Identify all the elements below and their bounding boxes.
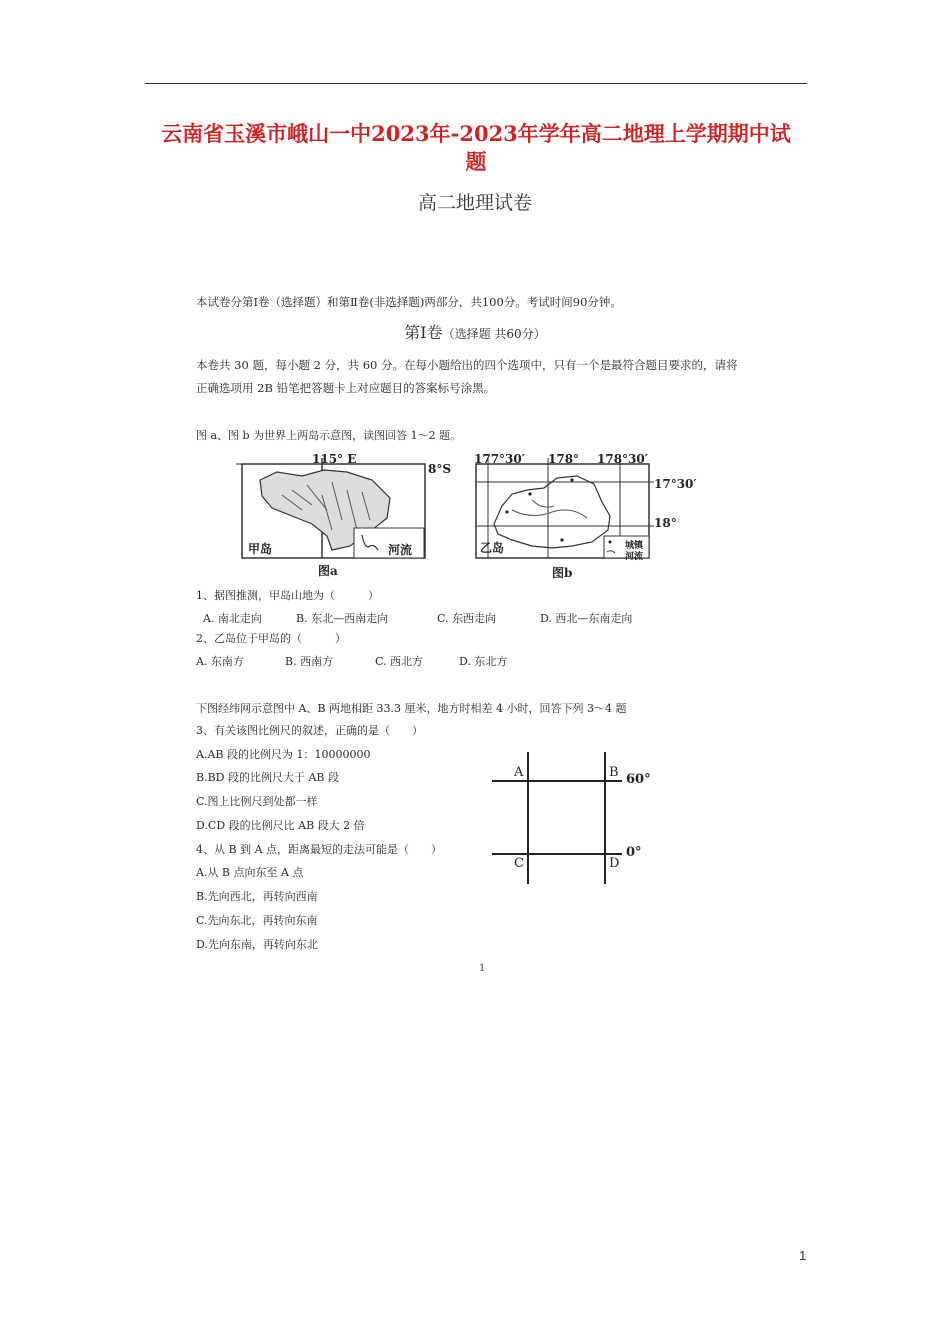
island-jia-label: 甲岛 bbox=[248, 542, 273, 556]
map-b-legend-town: 城镇 bbox=[625, 541, 644, 551]
q4-option-d: D.先向东南，再转向东北 bbox=[196, 938, 318, 951]
q3-option-c: C.图上比例尺到处都一样 bbox=[196, 795, 318, 808]
maps-intro: 图 a、图 b 为世界上两岛示意图，读图回答 1～2 题。 bbox=[196, 429, 462, 442]
q1-option-c: C. 东西走向 bbox=[437, 612, 497, 625]
q4-stem: 4、从 B 到 A 点，距离最短的走法可能是（ ） bbox=[196, 843, 443, 856]
island-yi-rivers bbox=[512, 500, 587, 518]
meridian-east bbox=[604, 752, 606, 884]
grid-intro: 下图经纬网示意图中 A、B 两地相距 33.3 厘米，地方时相差 4 小时，回答下列 3～4 题 bbox=[196, 702, 627, 715]
map-b-lon-3: 178°30′ bbox=[597, 452, 648, 466]
exam-subtitle: 高二地理试卷 bbox=[417, 192, 532, 214]
map-a-caption: 图a bbox=[318, 564, 338, 578]
map-b-lat-2: 18° bbox=[654, 516, 677, 530]
q2-option-b: B. 西南方 bbox=[285, 655, 334, 668]
q2-option-c: C. 西北方 bbox=[375, 655, 424, 668]
point-a-label: A bbox=[514, 765, 524, 780]
town-marker bbox=[560, 538, 563, 541]
lat-60-label: 60° bbox=[626, 772, 651, 787]
map-b-lon-2: 178° bbox=[548, 452, 580, 466]
section-title: 第Ⅰ卷 bbox=[404, 323, 443, 342]
instructions-line-2: 正确选项用 2B 铅笔把答题卡上对应题目的答案标号涂黑。 bbox=[196, 381, 496, 395]
section-note: （选择题 共60分） bbox=[442, 327, 546, 341]
town-marker bbox=[570, 478, 573, 481]
maps-figure bbox=[232, 450, 932, 580]
map-b-lon-1: 177°30′ bbox=[474, 452, 525, 466]
q1-stem: 1、据图推测，甲岛山地为（ ） bbox=[196, 589, 379, 602]
inner-page-number: 1 bbox=[479, 963, 486, 974]
point-d-label: D bbox=[609, 856, 620, 871]
title-line-1: 云南省玉溪市峨山一中2023年-2023年学年高二地理上学期期中试 bbox=[161, 121, 791, 146]
town-marker bbox=[528, 492, 531, 495]
parallel-60 bbox=[492, 780, 622, 782]
q3-option-d: D.CD 段的比例尺比 AB 段大 2 倍 bbox=[196, 819, 365, 832]
q1-option-b: B. 东北—西南走向 bbox=[296, 612, 389, 625]
intro-line: 本试卷分第Ⅰ卷（选择题）和第Ⅱ卷(非选择题)两部分，共100分。考试时间90分钟。 bbox=[196, 295, 622, 309]
instructions-line-1: 本卷共 30 题，每小题 2 分，共 60 分。在每小题给出的四个选项中，只有一个是最符合题目要求的，请将 bbox=[196, 358, 738, 372]
map-b-legend-river: 河流 bbox=[625, 552, 644, 562]
map-a-legend-label: 河流 bbox=[388, 543, 413, 557]
q4-option-a: A.从 B 点向东至 A 点 bbox=[196, 866, 304, 879]
section-heading bbox=[0, 320, 950, 343]
q1-option-a: A. 南北走向 bbox=[203, 612, 262, 625]
map-b-caption: 图b bbox=[552, 566, 573, 580]
island-yi-label: 乙岛 bbox=[480, 541, 505, 555]
point-b-label: B bbox=[609, 765, 619, 780]
map-a-lat-label: 8°S bbox=[428, 462, 452, 476]
document-title bbox=[140, 120, 812, 176]
q4-option-c: C.先向东北，再转向东南 bbox=[196, 914, 318, 927]
q2-option-a: A. 东南方 bbox=[196, 655, 244, 668]
town-marker bbox=[505, 510, 508, 513]
q3-option-a: A.AB 段的比例尺为 1：10000000 bbox=[196, 748, 371, 761]
parallel-0 bbox=[492, 853, 622, 855]
lat-0-label: 0° bbox=[626, 845, 642, 860]
map-a-lon-label: 115° E bbox=[312, 452, 357, 466]
q3-stem: 3、有关该图比例尺的叙述，正确的是（ ） bbox=[196, 724, 423, 737]
title-line-2: 题 bbox=[465, 149, 487, 174]
map-b-lat-1: 17°30′ bbox=[654, 477, 697, 491]
town-legend-icon bbox=[609, 541, 612, 544]
q4-option-b: B.先向西北，再转向西南 bbox=[196, 890, 318, 903]
q2-option-d: D. 东北方 bbox=[459, 655, 508, 668]
header-rule bbox=[145, 83, 807, 84]
meridian-west bbox=[527, 752, 529, 884]
page-number: 1 bbox=[799, 1248, 807, 1263]
point-c-label: C bbox=[514, 856, 524, 871]
q1-option-d: D. 西北—东南走向 bbox=[540, 612, 633, 625]
q3-option-b: B.BD 段的比例尺大于 AB 段 bbox=[196, 771, 339, 784]
q2-stem: 2、乙岛位于甲岛的（ ） bbox=[196, 632, 346, 645]
